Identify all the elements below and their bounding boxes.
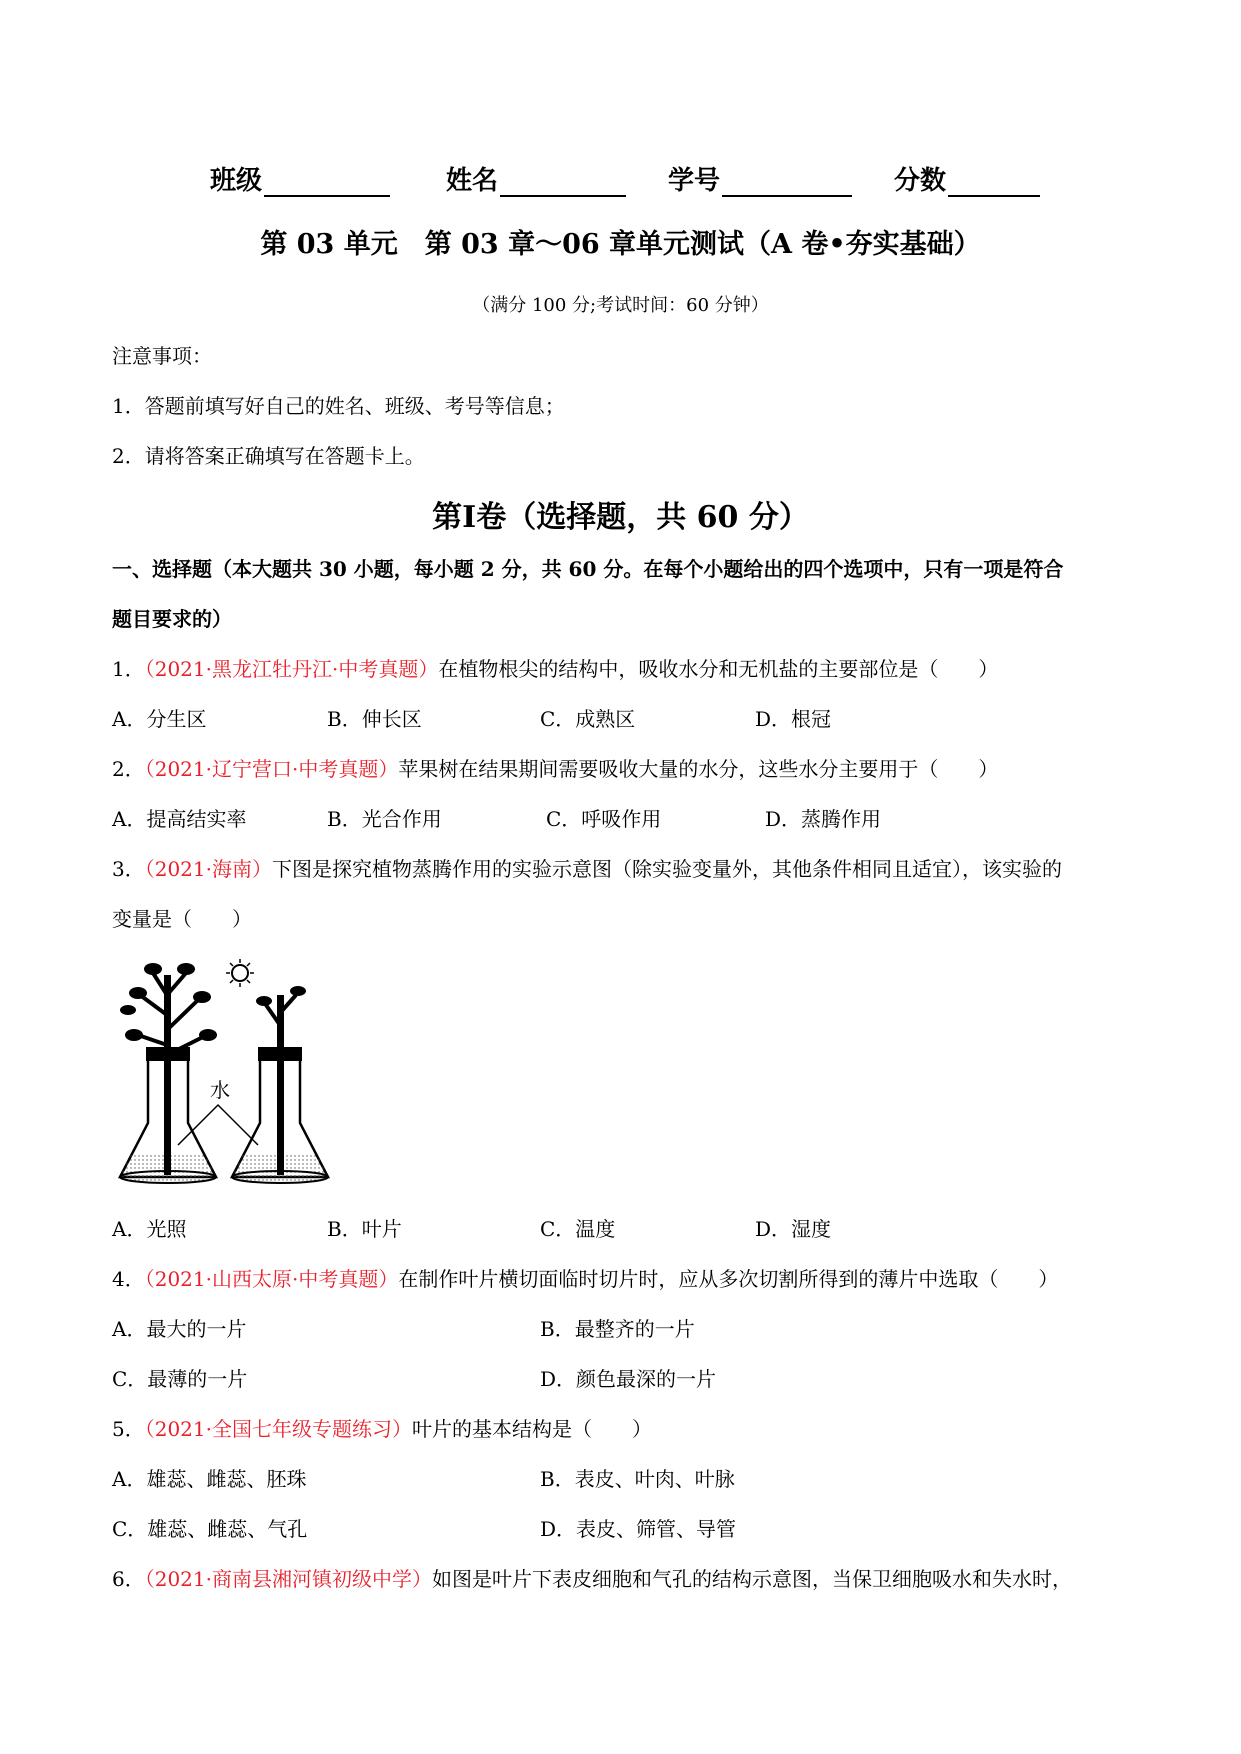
question-text: 在植物根尖的结构中，吸收水分和无机盐的主要部位是（ ）: [438, 657, 999, 681]
question-6: [112, 1563, 1072, 1592]
question-source: （2021·辽宁营口·中考真题）: [144, 757, 399, 781]
option-b[interactable]: B．光合作用: [327, 807, 442, 831]
option-c[interactable]: C．最薄的一片: [112, 1367, 248, 1391]
exam-info: （满分 100 分;考试时间：60 分钟）: [472, 295, 769, 316]
option-d[interactable]: D．表皮、筛管、导管: [540, 1517, 737, 1541]
score-label: 分数: [894, 166, 947, 196]
note-item: 2．请将答案正确填写在答题卡上。: [112, 444, 425, 468]
leafless-plant: [256, 986, 306, 1175]
question-source: （2021·山西太原·中考真题）: [144, 1267, 399, 1291]
class-field[interactable]: [210, 160, 390, 197]
name-blank[interactable]: [500, 169, 626, 197]
score-blank[interactable]: [948, 169, 1040, 197]
question-number: 4．: [112, 1267, 145, 1291]
option-b[interactable]: B．表皮、叶肉、叶脉: [540, 1467, 735, 1491]
student-number-field[interactable]: [668, 160, 852, 197]
option-d[interactable]: D．湿度: [755, 1217, 832, 1241]
student-number-blank[interactable]: [722, 169, 852, 197]
question-text: 苹果树在结果期间需要吸收大量的水分，这些水分主要用于（ ）: [398, 757, 999, 781]
question-5: [112, 1413, 652, 1442]
option-b[interactable]: B．叶片: [327, 1217, 402, 1241]
question-text: 叶片的基本结构是（ ）: [412, 1417, 652, 1441]
sun-icon: [225, 958, 255, 988]
score-field[interactable]: [894, 160, 1040, 197]
leafy-plant: [120, 963, 217, 1175]
name-label: 姓名: [446, 166, 499, 196]
question-source: （2021·黑龙江牡丹江·中考真题）: [144, 657, 439, 681]
class-label: 班级: [210, 166, 263, 196]
question-source: （2021·全国七年级专题练习）: [144, 1417, 412, 1441]
option-c[interactable]: C．成熟区: [540, 707, 636, 731]
option-c[interactable]: C．雄蕊、雌蕊、气孔: [112, 1517, 308, 1541]
option-b[interactable]: B．伸长区: [327, 707, 422, 731]
option-c[interactable]: C．呼吸作用: [546, 807, 662, 831]
section-intro-line2: 题目要求的）: [112, 607, 232, 631]
question-3: [112, 853, 1062, 882]
class-blank[interactable]: [264, 169, 390, 197]
question-text: 如图是叶片下表皮细胞和气孔的结构示意图，当保卫细胞吸水和失水时，: [432, 1567, 1072, 1591]
section-intro-line1: 一、选择题（本大题共 30 小题，每小题 2 分，共 60 分。在每个小题给出的四个选项中，只有一项是符合: [112, 557, 1064, 581]
question-text: 下图是探究植物蒸腾作用的实验示意图（除实验变量外，其他条件相同且适宜），该实验的: [272, 857, 1062, 881]
name-field[interactable]: [446, 160, 626, 197]
question-2: [112, 753, 998, 782]
question-3-line2: 变量是（ ）: [112, 907, 252, 931]
question-text: 在制作叶片横切面临时切片时，应从多次切割所得到的薄片中选取（ ）: [398, 1267, 1059, 1291]
water-label: 水: [210, 1078, 230, 1102]
note-item: 1．答题前填写好自己的姓名、班级、考号等信息；: [112, 394, 565, 418]
transpiration-experiment-figure: [118, 955, 338, 1185]
section-title: 第Ⅰ卷（选择题，共 60 分）: [432, 500, 809, 535]
question-source: （2021·商南县湘河镇初级中学）: [144, 1567, 432, 1591]
question-number: 3．: [112, 857, 145, 881]
question-number: 1．: [112, 657, 145, 681]
question-number: 2．: [112, 757, 145, 781]
option-a[interactable]: A．最大的一片: [112, 1317, 247, 1341]
option-d[interactable]: D．根冠: [755, 707, 832, 731]
page-title: 第 03 单元 第 03 章～06 章单元测试（A 卷•夯实基础）: [260, 229, 981, 260]
option-a[interactable]: A．提高结实率: [112, 807, 247, 831]
option-d[interactable]: D．蒸腾作用: [765, 807, 882, 831]
option-a[interactable]: A．雄蕊、雌蕊、胚珠: [112, 1467, 307, 1491]
question-number: 6．: [112, 1567, 145, 1591]
option-a[interactable]: A．分生区: [112, 707, 207, 731]
option-c[interactable]: C．温度: [540, 1217, 616, 1241]
option-d[interactable]: D．颜色最深的一片: [540, 1367, 717, 1391]
student-number-label: 学号: [668, 166, 721, 196]
option-b[interactable]: B．最整齐的一片: [540, 1317, 695, 1341]
option-a[interactable]: A．光照: [112, 1217, 187, 1241]
student-info-line: [210, 160, 1040, 197]
question-number: 5．: [112, 1417, 145, 1441]
question-1: [112, 653, 998, 682]
question-source: （2021·海南）: [144, 857, 272, 881]
question-4: [112, 1263, 1058, 1292]
notes-heading: 注意事项：: [112, 344, 212, 368]
